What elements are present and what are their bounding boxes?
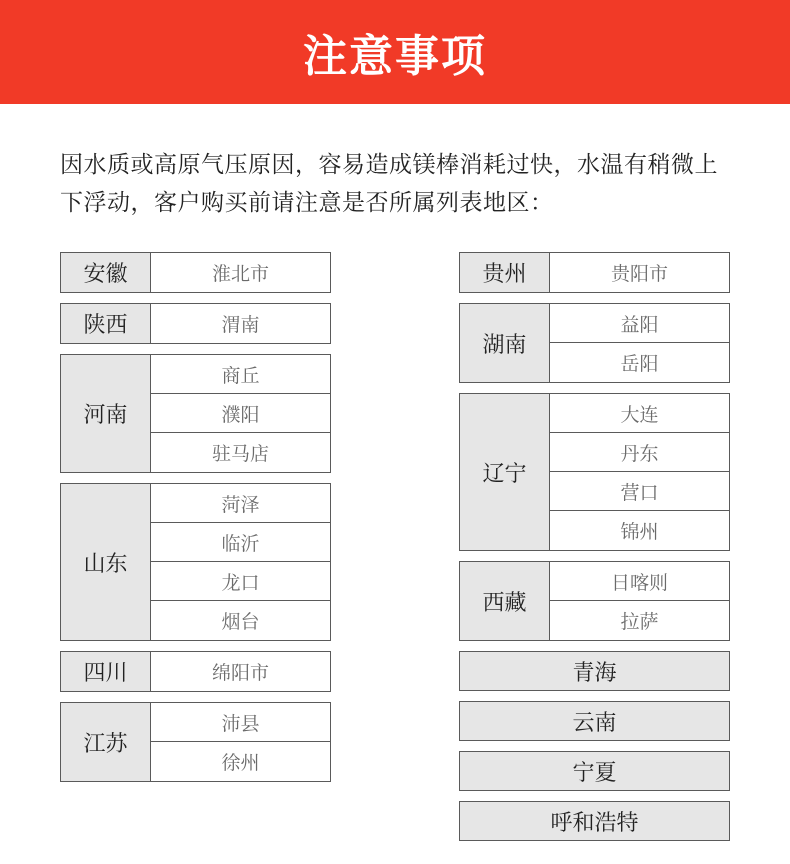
city-list bbox=[151, 703, 330, 781]
region-column-left bbox=[60, 252, 331, 792]
city-list bbox=[151, 253, 330, 292]
city-cell: 商丘 bbox=[151, 355, 330, 394]
city-list bbox=[151, 484, 330, 640]
city-cell: 临沂 bbox=[151, 523, 330, 562]
page-title: 注意事项 bbox=[303, 31, 487, 82]
header-banner bbox=[0, 0, 790, 104]
province-label: 贵州 bbox=[460, 253, 550, 292]
province-label: 安徽 bbox=[61, 253, 151, 292]
region-group bbox=[60, 702, 331, 782]
city-list bbox=[151, 652, 330, 691]
city-cell: 贵阳市 bbox=[610, 263, 668, 285]
city-cell: 菏泽 bbox=[151, 484, 330, 523]
city-list bbox=[151, 355, 330, 472]
city-list bbox=[550, 394, 729, 550]
city-list bbox=[550, 253, 729, 292]
region-solo: 宁夏 bbox=[459, 751, 730, 791]
city-cell: 丹东 bbox=[550, 433, 729, 472]
city-cell: 沛县 bbox=[151, 703, 330, 742]
region-group bbox=[60, 354, 331, 473]
region-group bbox=[459, 561, 730, 641]
province-label: 西藏 bbox=[460, 562, 550, 640]
city-cell: 日喀则 bbox=[550, 562, 729, 601]
city-cell: 渭南 bbox=[221, 314, 260, 336]
region-solo: 呼和浩特 bbox=[459, 801, 730, 841]
region-group bbox=[459, 393, 730, 551]
region-group bbox=[459, 252, 730, 293]
city-cell: 岳阳 bbox=[620, 353, 659, 375]
province-label: 河南 bbox=[61, 355, 151, 472]
province-label: 山东 bbox=[61, 484, 151, 640]
city-cell: 驻马店 bbox=[211, 443, 269, 465]
city-cell: 烟台 bbox=[221, 611, 260, 633]
province-label: 辽宁 bbox=[460, 394, 550, 550]
province-label: 四川 bbox=[61, 652, 151, 691]
city-cell: 徐州 bbox=[221, 752, 260, 774]
region-group bbox=[60, 651, 331, 692]
city-cell: 大连 bbox=[550, 394, 729, 433]
region-group bbox=[60, 303, 331, 344]
city-list bbox=[550, 304, 729, 382]
region-solo: 云南 bbox=[459, 701, 730, 741]
region-group bbox=[60, 252, 331, 293]
province-label: 陕西 bbox=[61, 304, 151, 343]
city-cell: 龙口 bbox=[151, 562, 330, 601]
province-label: 湖南 bbox=[460, 304, 550, 382]
city-cell: 营口 bbox=[550, 472, 729, 511]
intro-text: 因水质或高原气压原因，容易造成镁棒消耗过快，水温有稍微上下浮动，客户购买前请注意是否所属列表地区： bbox=[60, 152, 718, 216]
region-group bbox=[459, 303, 730, 383]
city-cell: 益阳 bbox=[550, 304, 729, 343]
city-list bbox=[151, 304, 330, 343]
region-group bbox=[60, 483, 331, 641]
city-cell: 淮北市 bbox=[211, 263, 269, 285]
city-cell: 绵阳市 bbox=[211, 662, 269, 684]
city-cell: 锦州 bbox=[620, 521, 659, 543]
province-label: 江苏 bbox=[61, 703, 151, 781]
region-column-right bbox=[459, 252, 730, 851]
region-solo: 青海 bbox=[459, 651, 730, 691]
city-cell: 濮阳 bbox=[151, 394, 330, 433]
city-list bbox=[550, 562, 729, 640]
city-cell: 拉萨 bbox=[620, 611, 659, 633]
